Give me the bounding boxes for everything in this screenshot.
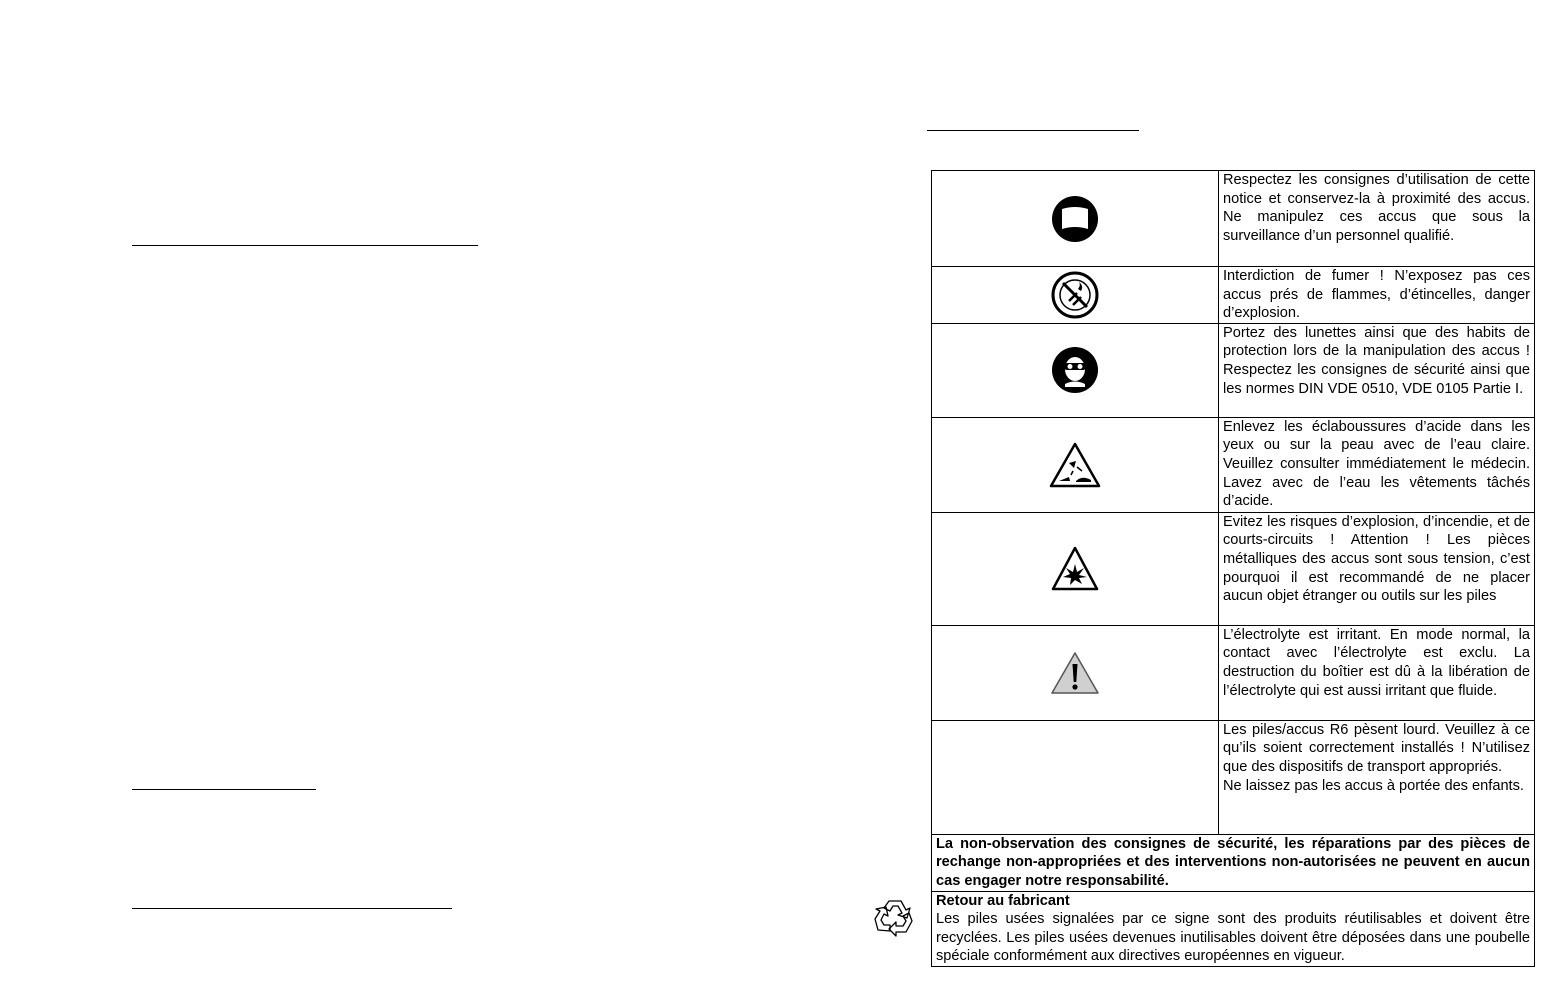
instruction-text: Portez des lunettes ainsi que des habits de protection lors de la manipulation des accus ! Respectez les consignes de sécurité ainsi que les normes DIN VDE 0510, VDE 0105 Partie I. [1219,323,1535,417]
icon-cell [932,417,1219,512]
book-icon [932,195,1218,243]
liability-notice: La non-observation des consignes de sécurité, les réparations par des pièces de rechange non-appropriées et des interventions non-autorisées ne peuvent en aucun cas engager notre responsabilité. [932,834,1535,891]
instruction-text [1219,720,1535,834]
no-smoking-icon [932,271,1218,319]
icon-cell-empty [932,720,1219,834]
table-row [932,323,1535,417]
instruction-text-line: Ne laissez pas les accus à portée des enfants. [1223,777,1524,794]
return-section [932,891,1535,966]
recycle-icon [872,897,918,946]
table-row [932,267,1535,324]
table-row [932,720,1535,834]
face-protection-icon [932,346,1218,394]
corrosive-warning-icon [932,441,1218,489]
table-row [932,834,1535,891]
instruction-text: Enlevez les éclaboussures d’acide dans les yeux ou sur la peau avec de l’eau claire. Veuillez consulter immédiatement le médecin. Lavez avec de l’eau les vêtements tâchés d’acide. [1219,417,1535,512]
section-heading-rule [927,130,1139,131]
icon-cell [932,512,1219,625]
instruction-text: Respectez les consignes d’utilisation de cette notice et conservez-la à proximité des accus. Ne manipulez ces accus que sous la surveillance d’un personnel qualifié. [1219,171,1535,267]
instruction-text-line: Les piles/accus R6 pèsent lourd. Veuillez à ce qu’ils soient correctement installés ! N’utilisez que des dispositifs de transport appropriés. [1223,721,1530,775]
table-row [932,625,1535,720]
general-warning-icon [932,651,1218,695]
safety-instructions-table [931,170,1535,967]
instruction-text: L’électrolyte est irritant. En mode normal, la contact avec l’électrolyte est exclu. La destruction du boîtier est dû à la libération de l’électrolyte qui est aussi irritant que fluide. [1219,625,1535,720]
return-text: Les piles usées signalées par ce signe sont des produits réutilisables et doivent être recyclées. Les piles usées devenues inutilisables doivent être déposées dans une poubelle spéciale conformément aux directives européennes en vigueur. [936,911,1530,965]
instruction-text: Evitez les risques d’explosion, d’incendie, et de courts-circuits ! Attention ! Les pièces métalliques des accus sont sous tension, c’est pourquoi il est recommandé de ne placer aucun objet étranger ou outils sur les piles [1219,512,1535,625]
icon-cell [932,171,1219,267]
table-row [932,171,1535,267]
icon-cell [932,323,1219,417]
explosive-warning-icon [932,546,1218,592]
heading-rule-3 [132,908,452,909]
table-row [932,512,1535,625]
instruction-text: Interdiction de fumer ! N’exposez pas ces accus prés de flammes, d’étincelles, danger d’explosion. [1219,267,1535,324]
icon-cell [932,625,1219,720]
heading-rule-1 [132,245,478,246]
heading-rule-2 [132,789,316,790]
return-title: Retour au fabricant [936,892,1070,909]
table-row [932,417,1535,512]
table-row [932,891,1535,966]
icon-cell [932,267,1219,324]
